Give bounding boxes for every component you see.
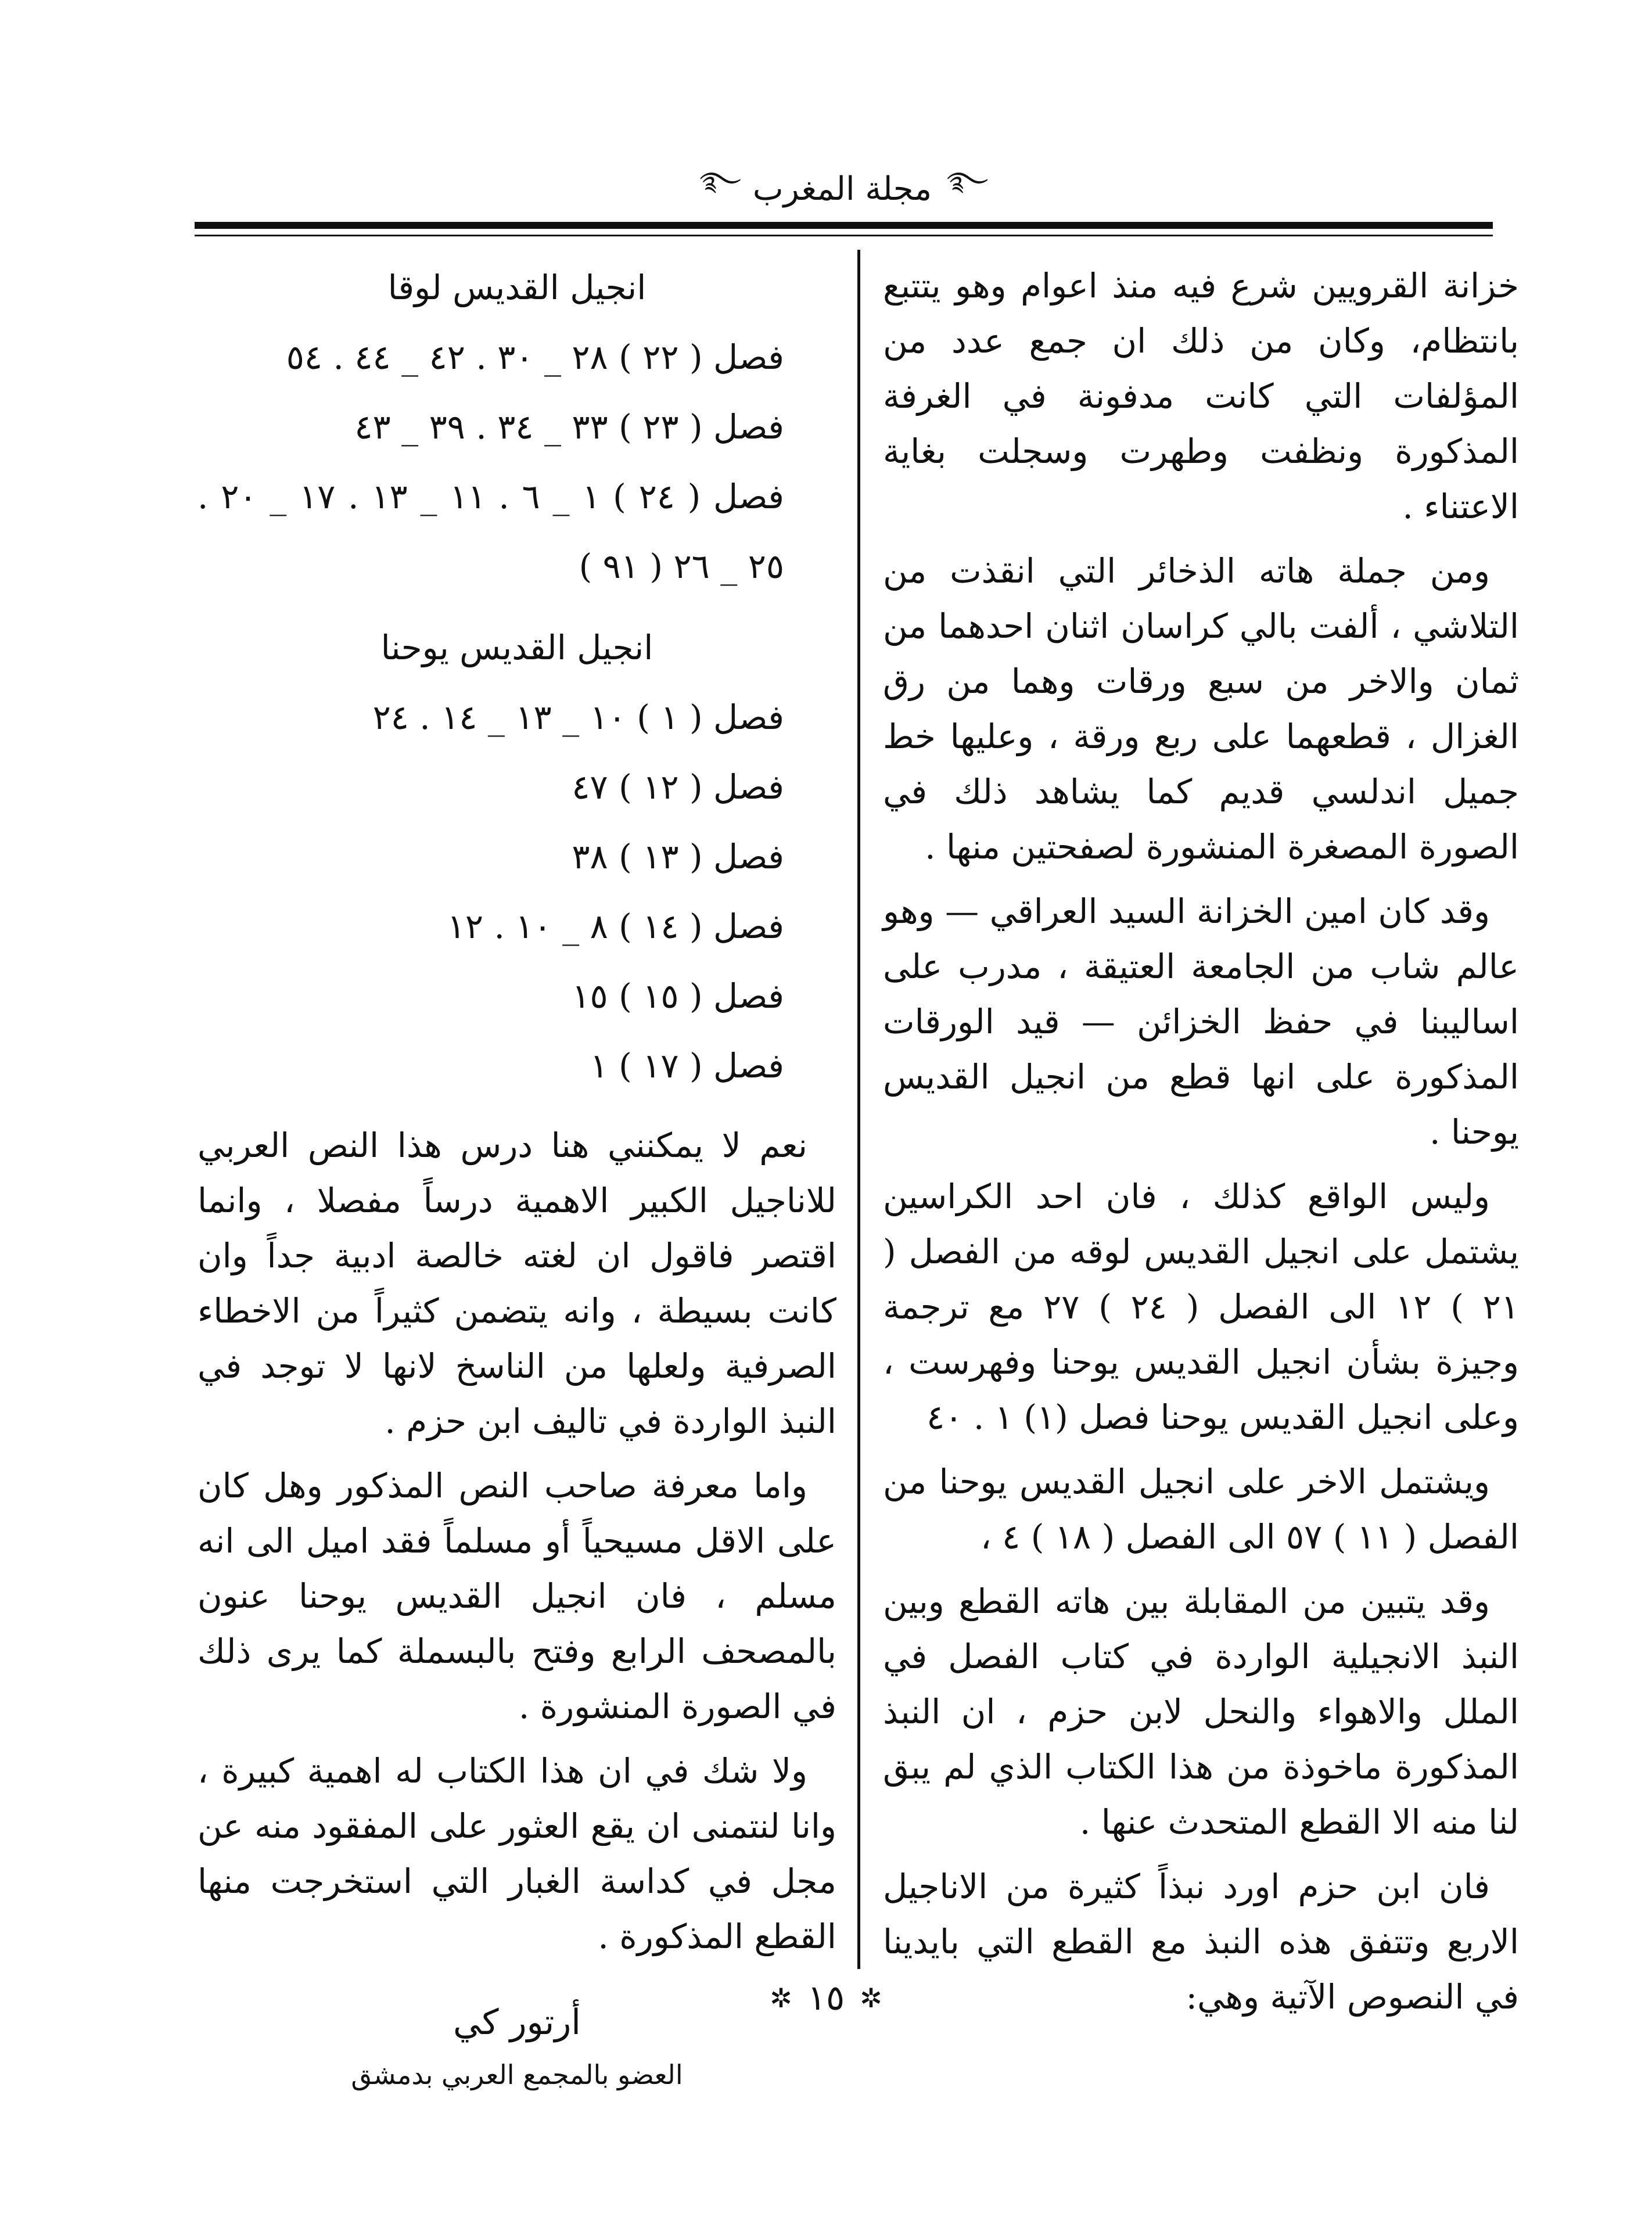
author-name: أرتور كي [453, 2002, 581, 2043]
journal-title: مجلة المغرب [752, 170, 932, 208]
paragraph: ولا شك في ان هذا الكتاب له اهمية كبيرة ، وانا لنتمنى ان يقع العثور على المفقود منه عن مجل في كداسة الغبار التي استخرجت منها القطع المذكورة . [197, 1751, 836, 1956]
luke-heading: انجيل القديس لوقا [387, 268, 647, 307]
author-title: العضو بالمجمع العربي بدمشق [351, 2059, 683, 2090]
list-item: فصل ( ٢٣ ) ٣٣ _ ٣٤ . ٣٩ _ ٤٣ [354, 407, 784, 447]
list-item: فصل ( ١٢ ) ٤٧ [572, 767, 784, 807]
list-item: فصل ( ٢٢ ) ٢٨ _ ٣٠ . ٤٢ _ ٤٤ . ٥٤ [286, 337, 784, 377]
right-column [883, 258, 1519, 2034]
paragraph: ومن جملة هاته الذخائر التي انقذت من التلاشي ، ألفت بالي كراسان اثنان احدهما من ثمان والاخر من سبع ورقات وهما من رق الغزال ، قطعهما على ربع ورقة ، وعليها خط جميل اندلسي قديم كما يشاهد ذلك في الصورة المصغرة المنشورة لصفحتين منها . [883, 551, 1519, 867]
paragraph: واما معرفة صاحب النص المذكور وهل كان على الاقل مسيحياً أو مسلماً فقد اميل الى انه مسلم ، فان انجيل القديس يوحنا عنون بالمصحف الرابع وفتح بالبسملة كما يرى ذلك في الصورة المنشورة . [197, 1466, 836, 1726]
ornament-left-icon: ࿐ [699, 167, 738, 196]
list-item: فصل ( ١٣ ) ٣٨ [572, 837, 784, 876]
list-item: فصل ( ١٧ ) ١ [590, 1046, 784, 1086]
paragraph: فان ابن حزم اورد نبذاً كثيرة من الاناجيل الاربع وتتفق هذه النبذ مع القطع التي بايدينا في النصوص الآتية وهي: [883, 1867, 1519, 2017]
ornament-right-icon: ࿐ [947, 167, 985, 196]
page-number: ١٥ [807, 1978, 845, 2018]
paragraph: وقد كان امين الخزانة السيد العراقي — وهو عالم شاب من الجامعة العتيقة ، مدرب على اساليبنا في حفظ الخزائن — قيد الورقات المذكورة على انها قطع من انجيل القديس يوحنا . [883, 892, 1519, 1152]
header-rule-thick [195, 222, 1493, 229]
paragraph: وقد يتبين من المقابلة بين هاته القطع وبين النبذ الانجيلية الواردة في كتاب الفصل في الملل والاهواء والنحل لابن حزم ، ان النبذ المذكورة ماخوذة من هذا الكتاب الذي لم يبق لنا منه الا القطع المتحدث عنها . [883, 1582, 1519, 1842]
paragraph: ويشتمل الاخر على انجيل القديس يوحنا من الفصل ( ١١ ) ٥٧ الى الفصل ( ١٨ ) ٤ ، [883, 1462, 1519, 1557]
column-divider [857, 250, 860, 1969]
header-rule-thin [195, 235, 1493, 236]
running-header [197, 157, 1487, 221]
list-item: فصل ( ٢٤ ) ١ _ ٦ . ١١ _ ١٣ . ١٧ _ ٢٠ . ٢٥ _ ٢٦ ( ٩١ ) [197, 477, 784, 586]
list-item: فصل ( ١ ) ١٠ _ ١٣ _ ١٤ . ٢٤ [372, 698, 784, 737]
john-chapter-list [197, 682, 836, 1101]
paragraph: نعم لا يمكنني هنا درس هذا النص العربي للاناجيل الكبير الاهمية درساً مفصلا ، وانما اقتصر فاقول ان لغته خالصة ادبية جداً وان كانت بسيطة ، وانه يتضمن كثيراً من الاخطاء الصرفية ولعلها من الناسخ لانها لا توجد في النبذ الواردة في تاليف ابن حزم . [197, 1126, 836, 1441]
list-item: فصل ( ١٥ ) ١٥ [572, 976, 784, 1016]
paragraph: خزانة القرويين شرع فيه منذ اعوام وهو يتتبع بانتظام، وكان من ذلك ان جمع عدد من المؤلفات التي كانت مدفونة في الغرفة المذكورة ونظفت وطهرت وسجلت بغاية الاعتناء . [883, 266, 1519, 526]
star-icon: ✲ [770, 1982, 792, 2014]
left-column [197, 258, 836, 2098]
star-icon: ✲ [860, 1982, 882, 2014]
page-footer [0, 1975, 1652, 2021]
paragraph: وليس الواقع كذلك ، فان احد الكراسين يشتمل على انجيل القديس لوقه من الفصل ( ٢١ ) ١٢ الى الفصل ( ٢٤ ) ٢٧ مع ترجمة وجيزة بشأن انجيل القديس يوحنا وفهرست ، وعلى انجيل القديس يوحنا فصل (١) ١ . ٤٠ [883, 1177, 1519, 1437]
list-item: فصل ( ١٤ ) ٨ _ ١٠ . ١٢ [447, 907, 784, 946]
john-heading: انجيل القديس يوحنا [380, 628, 653, 667]
journal-title-block [700, 153, 985, 225]
luke-chapter-list [197, 322, 836, 601]
